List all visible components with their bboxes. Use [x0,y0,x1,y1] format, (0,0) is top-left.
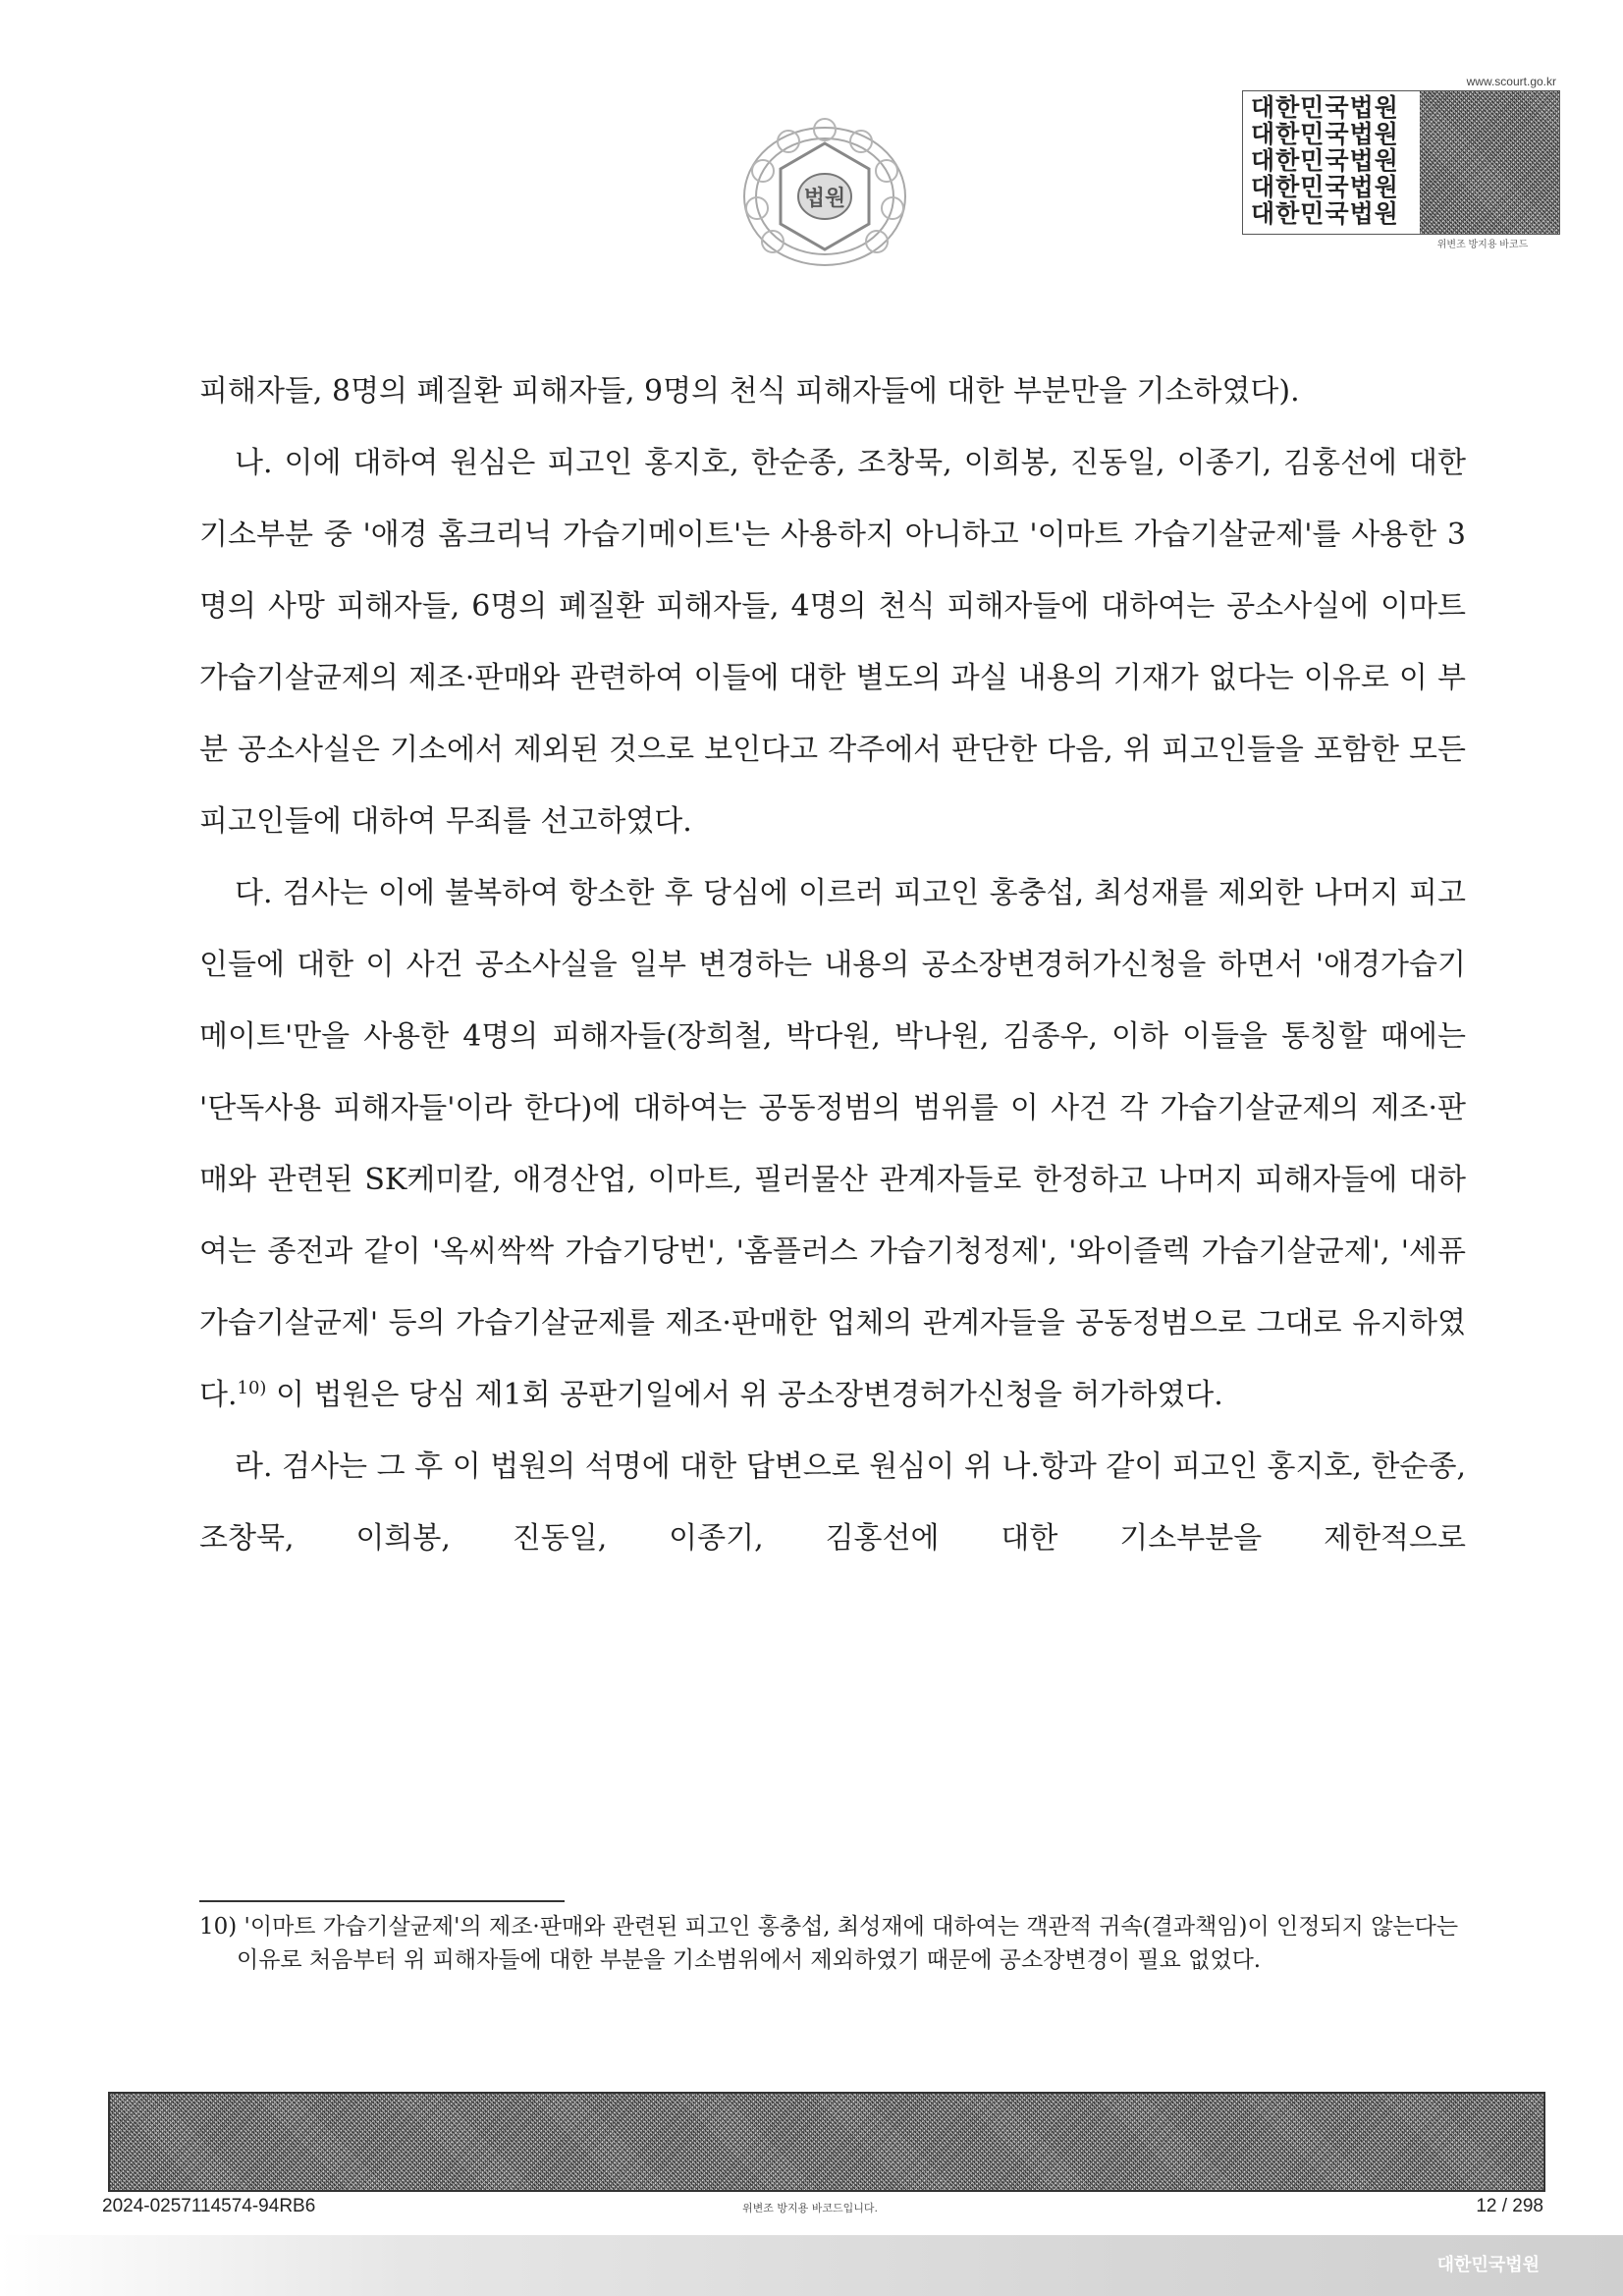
seal-text: 법원 [803,187,846,211]
stamp-line: 대한민국법원 [1251,93,1399,122]
footnote-divider [199,1900,565,1902]
barcode-note: 위변조 방지용 바코드입니다. [741,2202,878,2214]
stamp-url: www.scourt.go.kr [1466,75,1556,88]
stamp-barcode-pattern [1420,91,1559,234]
paragraph: 나. 이에 대하여 원심은 피고인 홍지호, 한순종, 조창묵, 이희봉, 진동일, 이종기, 김홍선에 대한 기소부분 중 '애경 홈크리닉 가습기메이트'는 사용하지 아니하고 '이마트 가습기살균제'를 사용한 3명의 사망 피해자들, 6명의 폐질환 피해자들, 4명의 천식 피해자들에 대하여는 공소사실에 이마트 가습기살균제의 제조·판매와 관련하여 이들에 대한 별도의 과실 내용의 기재가 없다는 이유로 이 부분 공소사실은 기소에서 제외된 것으로 보인다고 각주에서 판단한 다음, 위 피고인들을 포함한 모든 피고인들에 대하여 무죄를 선고하였다. [199,446,1466,839]
document-body [199,355,1466,1574]
stamp-line: 대한민국법원 [1251,173,1399,201]
bottom-barcode-pattern [108,2092,1545,2192]
anti-forgery-stamp [1242,90,1560,235]
footnote [199,1910,1466,1977]
seal-graphic [731,116,918,273]
stamp-line: 대한민국법원 [1251,199,1399,228]
footnote-text: 10) '이마트 가습기살균제'의 제조·판매와 관련된 피고인 홍충섭, 최성재에 대하여는 객관적 귀속(결과책임)이 인정되지 않는다는 이유로 처음부터 위 피해자들에 대한 부분을 기소범위에서 제외하였기 때문에 공소장변경이 필요 없었다. [199,1914,1459,1973]
document-id: 2024-0257114574-94RB6 [102,2196,316,2216]
court-seal-logo [731,116,918,273]
footer-band [0,2235,1623,2296]
stamp-line: 대한민국법원 [1251,146,1399,175]
page-number: 12 / 298 [1476,2196,1543,2216]
stamp-text-block [1243,91,1420,234]
stamp-line: 대한민국법원 [1251,120,1399,148]
footnote-reference: 10) [237,1378,267,1398]
paragraph: 라. 검사는 그 후 이 법원의 석명에 대한 답변으로 원심이 위 나.항과 같이 피고인 홍지호, 한순종, 조창묵, 이희봉, 진동일, 이종기, 김홍선에 대한 기소부분을 제한적으로 [199,1449,1466,1556]
stamp-caption: 위변조 방지용 바코드 [1436,240,1529,250]
paragraph [199,857,1466,1431]
paragraph-text: 다. 검사는 이에 불복하여 항소한 후 당심에 이르러 피고인 홍충섭, 최성재를 제외한 나머지 피고인들에 대한 이 사건 공소사실을 일부 변경하는 내용의 공소장변경허가신청을 하면서 '애경가습기메이트'만을 사용한 4명의 피해자들(장희철, 박다원, 박나원, 김종우, 이하 이들을 통칭할 때에는 '단독사용 피해자들'이라 한다)에 대하여는 공동정범의 범위를 이 사건 각 가습기살균제의 제조·판매와 관련된 SK케미칼, 애경산업, 이마트, 필러물산 관계자들로 한정하고 나머지 피해자들에 대하여는 종전과 같이 '옥씨싹싹 가습기당번', '홈플러스 가습기청정제', '와이즐렉 가습기살균제', '세퓨가습기살균제' 등의 가습기살균제를 제조·판매한 업체의 관계자들을 공동정범으로 그대로 유지하였다. [199,876,1466,1412]
paragraph: 피해자들, 8명의 폐질환 피해자들, 9명의 천식 피해자들에 대한 부분만을 기소하였다). [199,374,1300,409]
footer-brand: 대한민국법원 [1436,2255,1540,2275]
paragraph-text: 이 법원은 당심 제1회 공판기일에서 위 공소장변경허가신청을 허가하였다. [276,1378,1223,1412]
